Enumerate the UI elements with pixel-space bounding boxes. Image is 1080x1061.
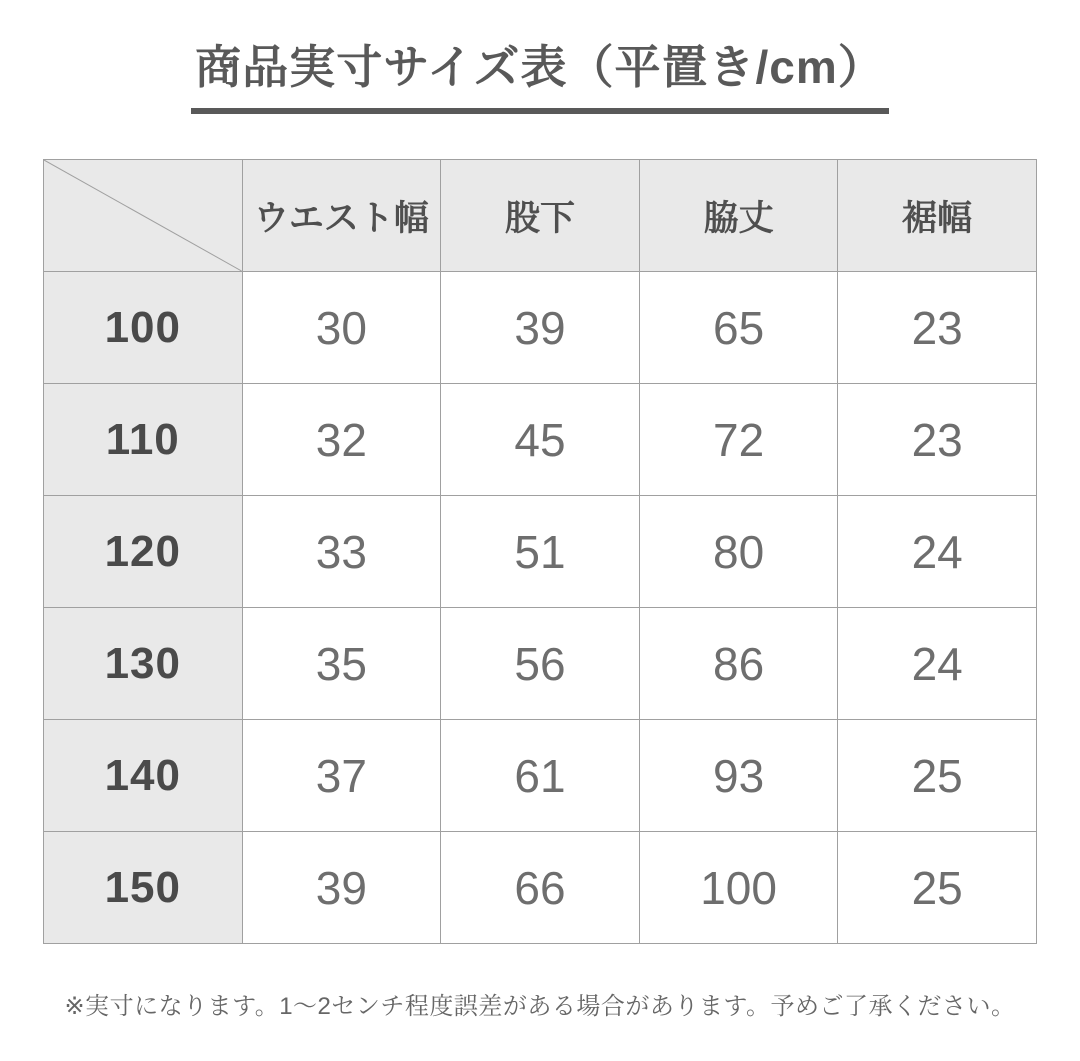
value-cell: 30 bbox=[242, 272, 441, 384]
diagonal-line-icon bbox=[44, 160, 242, 271]
value-cell: 23 bbox=[838, 384, 1037, 496]
value-cell: 33 bbox=[242, 496, 441, 608]
value-cell: 51 bbox=[441, 496, 640, 608]
value-cell: 65 bbox=[639, 272, 838, 384]
size-label-cell: 110 bbox=[44, 384, 243, 496]
value-cell: 23 bbox=[838, 272, 1037, 384]
column-header-waist: ウエスト幅 bbox=[242, 160, 441, 272]
value-cell: 24 bbox=[838, 608, 1037, 720]
value-cell: 80 bbox=[639, 496, 838, 608]
value-cell: 35 bbox=[242, 608, 441, 720]
column-header-side-length: 脇丈 bbox=[639, 160, 838, 272]
value-cell: 37 bbox=[242, 720, 441, 832]
column-header-inseam: 股下 bbox=[441, 160, 640, 272]
size-label-cell: 130 bbox=[44, 608, 243, 720]
value-cell: 25 bbox=[838, 720, 1037, 832]
value-cell: 93 bbox=[639, 720, 838, 832]
value-cell: 32 bbox=[242, 384, 441, 496]
value-cell: 45 bbox=[441, 384, 640, 496]
value-cell: 72 bbox=[639, 384, 838, 496]
value-cell: 25 bbox=[838, 832, 1037, 944]
title-wrap bbox=[0, 0, 1080, 114]
value-cell: 61 bbox=[441, 720, 640, 832]
size-table bbox=[43, 159, 1037, 944]
value-cell: 56 bbox=[441, 608, 640, 720]
size-label-cell: 100 bbox=[44, 272, 243, 384]
table-row bbox=[44, 720, 1037, 832]
corner-cell bbox=[44, 160, 243, 272]
table-row bbox=[44, 384, 1037, 496]
page-title: 商品実寸サイズ表（平置き/cm） bbox=[191, 40, 889, 114]
table-row bbox=[44, 608, 1037, 720]
size-label-cell: 140 bbox=[44, 720, 243, 832]
value-cell: 39 bbox=[441, 272, 640, 384]
table-row bbox=[44, 832, 1037, 944]
value-cell: 86 bbox=[639, 608, 838, 720]
value-cell: 24 bbox=[838, 496, 1037, 608]
size-label-cell: 150 bbox=[44, 832, 243, 944]
size-label-cell: 120 bbox=[44, 496, 243, 608]
table-row bbox=[44, 496, 1037, 608]
footnote: ※実寸になります。1〜2センチ程度誤差がある場合があります。予めご了承ください。 bbox=[64, 993, 1016, 1021]
value-cell: 100 bbox=[639, 832, 838, 944]
value-cell: 39 bbox=[242, 832, 441, 944]
value-cell: 66 bbox=[441, 832, 640, 944]
header-row bbox=[44, 160, 1037, 272]
column-header-hem-width: 裾幅 bbox=[838, 160, 1037, 272]
table-row bbox=[44, 272, 1037, 384]
